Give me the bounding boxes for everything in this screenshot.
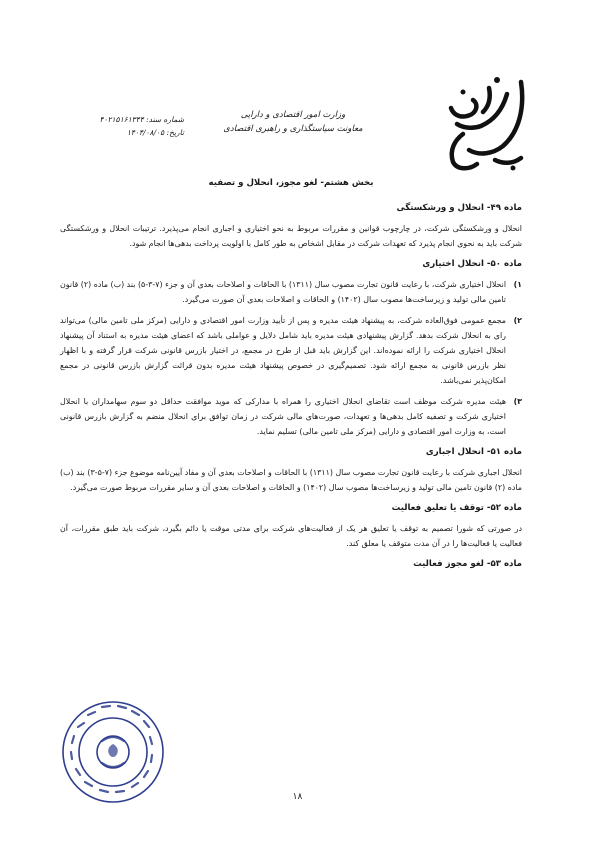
item-number: ۳) [513,397,522,406]
article-50-title: ماده ۵۰- انحلال اختیاری [422,259,522,269]
item-text: انحلال اختیاری شرکت، با رعایت قانون تجارت مصوب سال (۱۳۱۱) با الحاقات و اصلاحات بعدی آن و جزء (۷-۳-۵) بند (ب) ماده (۲) قانون تامین مالی تولید و زیرساخت‌ها مصوب سال (۱۴۰۲) و الحاقات و اصلاحات بعدی آن صورت می‌گیرد. [60,280,507,304]
item-text: هیئت مدیره شرکت موظف است تقاضای انحلال اختیاری را همراه با مدارکی که موید موافقت حداقل دو سوم سهامداران با انحلال اختیاری شرکت و تصفیه کامل بدهی‌ها و تعهدات، صورت‌های مالی شرکت در زمان توافق برای انحلال منضم به گزارش بازرس قانونی است، به وزارت امور اقتصادی و دارایی (مرکز ملی تامین مالی) تسلیم نماید. [60,397,506,436]
document-number-value: ۴۰۲۱۵۱۶۱۳۴۴ [99,115,144,124]
article-49-text: انحلال و ورشکستگی شرکت، در چارچوب قوانین و مقررات مربوط به نحو اختیاری و اجباری انجام می‌پذیرد. ترتیبات انحلال و ورشکستگی شرکت باید به نحوی انجام پذیرد که تعهدات شرکت در مقابل اشخاص به طور کامل با اولویت پرداخت بدهی‌ها انجام شود. [60,224,522,248]
item-text: مجمع عمومی فوق‌العاده شرکت، به پیشنهاد هیئت مدیره و پس از تأیید وزارت امور اقتصادی و دارایی (مرکز ملی تامین مالی) می‌تواند رای به انحلال شرکت بدهد. گزارش پیشنهادی هیئت مدیره باید شامل دلایل و عواملی باشد که اعضای هیئت مدیره به استناد آن پیشنهاد انحلال اختیاری شرکت را ارائه نموده‌اند. این گزارش باید قبل از طرح در مجمع، در اختیار بازرس قانونی شرکت قرار گرفته و با اظهار نظر بازرس قانونی به مجمع ارائه شود. تصمیم‌گیری در خصوص پیشنهاد هیئت مدیره بدون قرائت گزارش بازرس قانونی در مجمع امکان‌پذیر نمی‌باشد. [60,316,506,385]
document-date [54,126,184,139]
list-item [60,277,522,307]
document-date-value: ۱۴۰۴/۰۸/۰۵ [126,128,165,137]
article-49-title: ماده ۴۹- انحلال و ورشکستگی [396,203,522,213]
article-52-text: در صورتی که شورا تصمیم به توقف یا تعلیق هر یک از فعالیت‌های شرکت برای مدتی موقت یا دائم بگیرد، شرکت باید طبق مقررات، آن فعالیت یا فعالیت‌ها را در آن مدت متوقف یا معلق کند. [60,524,522,548]
ministry-header [218,108,368,136]
document-body [60,176,522,577]
item-number: ۱) [513,280,522,289]
article-52-title: ماده ۵۲- توقف یا تعلیق فعالیت [391,503,522,513]
article-51-title: ماده ۵۱- انحلال اجباری [425,447,522,457]
document-number-label: شماره سند: [146,115,184,124]
document-date-label: تاریخ: [166,128,184,137]
official-stamp [58,697,168,807]
list-item [60,313,522,388]
list-item [60,394,522,439]
deputy-name: معاونت سیاستگذاری و راهبری اقتصادی [223,124,363,134]
document-number [54,113,184,126]
document-meta [54,113,184,139]
ministry-name: وزارت امور اقتصادی و دارایی [240,110,346,120]
page-number: ۱۸ [292,792,303,802]
article-53-title: ماده ۵۳- لغو مجوز فعالیت [413,559,522,569]
article-51-text: انحلال اجباری شرکت با رعایت قانون تجارت مصوب سال (۱۳۱۱) با الحاقات و اصلاحات بعدی آن و مفاد آیین‌نامه موضوع جزء (۷-۵-۳) بند (ب) ماده (۲) قانون تامین مالی تولید و زیرساخت‌ها مصوب سال (۱۴۰۲) و الحاقات و اصلاحات بعدی آن و سایر مقررات مربوط صورت می‌گیرد. [60,468,522,492]
section-title: بخش هشتم- لغو مجوز، انحلال و تصفیه [208,178,374,188]
center-logo [433,68,543,178]
item-number: ۲) [513,316,522,325]
article-50-list [60,277,522,439]
